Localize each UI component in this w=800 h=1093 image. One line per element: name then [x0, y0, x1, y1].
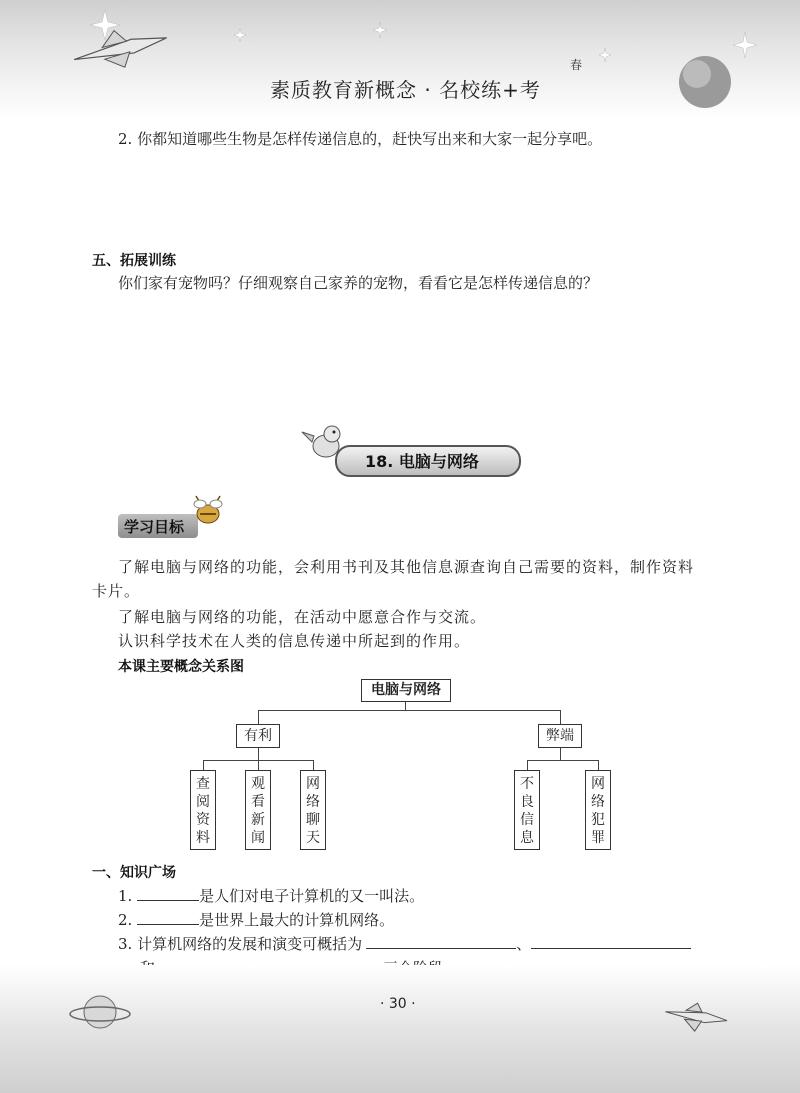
- connector-line: [560, 710, 561, 724]
- answer-blank-2[interactable]: [137, 910, 199, 925]
- connector-line: [313, 760, 314, 770]
- concept-leaf-online-chat: [300, 770, 326, 850]
- concept-map-title: 本课主要概念关系图: [118, 659, 244, 675]
- fill-question-1: [118, 885, 424, 906]
- page-number: · 30 ·: [380, 996, 416, 1012]
- leaf-char: 阅: [196, 794, 210, 810]
- leaf-char: 息: [520, 830, 534, 846]
- concept-leaf-cyber-crime: [585, 770, 611, 850]
- concept-leaf-bad-info: [514, 770, 540, 850]
- season-label: 春: [570, 58, 583, 72]
- leaf-char: 观: [251, 776, 265, 792]
- leaf-char: 天: [306, 830, 320, 846]
- lesson-title: 18. 电脑与网络: [365, 452, 479, 471]
- star-icon: [733, 32, 757, 58]
- question-text: 3. 计算机网络的发展和演变可概括为: [118, 935, 363, 953]
- concept-leaf-watch-news: [245, 770, 271, 850]
- bee-mascot-icon: [190, 492, 226, 528]
- leaf-char: 料: [196, 830, 210, 846]
- goal-3: 认识科学技术在人类的信息传递中所起到的作用。: [118, 632, 471, 650]
- star-icon: [234, 28, 246, 42]
- space-shuttle-icon: [663, 998, 729, 1036]
- leaf-char: 犯: [591, 812, 605, 828]
- fill-question-2: [118, 909, 394, 930]
- space-shuttle-icon: [70, 20, 171, 77]
- question-text: 是人们对电子计算机的又一叫法。: [199, 887, 425, 905]
- goal-2: 了解电脑与网络的功能，在活动中愿意合作与交流。: [118, 608, 487, 626]
- question-text: 是世界上最大的计算机网络。: [199, 911, 395, 929]
- connector-line: [258, 760, 259, 770]
- goal-1-line-2: 卡片。: [92, 582, 141, 600]
- answer-blank-3a[interactable]: [366, 934, 516, 949]
- header-title: 素质教育新概念 · 名校练+考: [270, 78, 541, 102]
- learning-goals-label: 学习目标: [124, 518, 185, 536]
- connector-line: [258, 710, 561, 711]
- star-icon: [373, 22, 387, 38]
- section-5-text: 你们家有宠物吗？仔细观察自己家养的宠物，看看它是怎样传递信息的？: [118, 274, 599, 292]
- leaf-char: 资: [196, 812, 210, 828]
- star-icon: [599, 48, 611, 62]
- ringed-planet-icon: [70, 996, 130, 1028]
- leaf-char: 聊: [306, 812, 320, 828]
- planet-icon: [679, 56, 731, 108]
- connector-line: [598, 760, 599, 770]
- connector-line: [203, 760, 204, 770]
- leaf-char: 查: [196, 776, 210, 792]
- concept-disadvantages: 弊端: [538, 724, 582, 748]
- question-number: 2.: [118, 911, 133, 929]
- leaf-char: 看: [251, 794, 265, 810]
- answer-blank-1[interactable]: [137, 886, 199, 901]
- leaf-char: 新: [251, 812, 265, 828]
- concept-advantages: 有利: [236, 724, 280, 748]
- connector-line: [560, 748, 561, 760]
- section-1-heading: 一、知识广场: [92, 865, 176, 881]
- leaf-char: 网: [306, 776, 320, 792]
- section-5-heading: 五、拓展训练: [92, 253, 176, 269]
- connector-line: [527, 760, 599, 761]
- question-2: 2. 你都知道哪些生物是怎样传递信息的，赶快写出来和大家一起分享吧。: [118, 130, 603, 148]
- question-number: 1.: [118, 887, 133, 905]
- leaf-char: 网: [591, 776, 605, 792]
- leaf-char: 良: [520, 794, 534, 810]
- leaf-char: 信: [520, 812, 534, 828]
- connector-line: [527, 760, 528, 770]
- separator: 、: [516, 935, 532, 953]
- leaf-char: 不: [520, 776, 534, 792]
- connector-line: [258, 748, 259, 760]
- leaf-char: 闻: [251, 830, 265, 846]
- leaf-char: 络: [306, 794, 320, 810]
- leaf-char: 络: [591, 794, 605, 810]
- leaf-char: 罪: [591, 830, 605, 846]
- answer-blank-3b[interactable]: [531, 934, 691, 949]
- concept-leaf-search-info: [190, 770, 216, 850]
- connector-line: [258, 710, 259, 724]
- goal-1-line-1: 了解电脑与网络的功能，会利用书刊及其他信息源查询自己需要的资料，制作资料: [118, 558, 695, 576]
- fill-question-3-line-1: [118, 933, 691, 954]
- concept-root: 电脑与网络: [361, 679, 451, 702]
